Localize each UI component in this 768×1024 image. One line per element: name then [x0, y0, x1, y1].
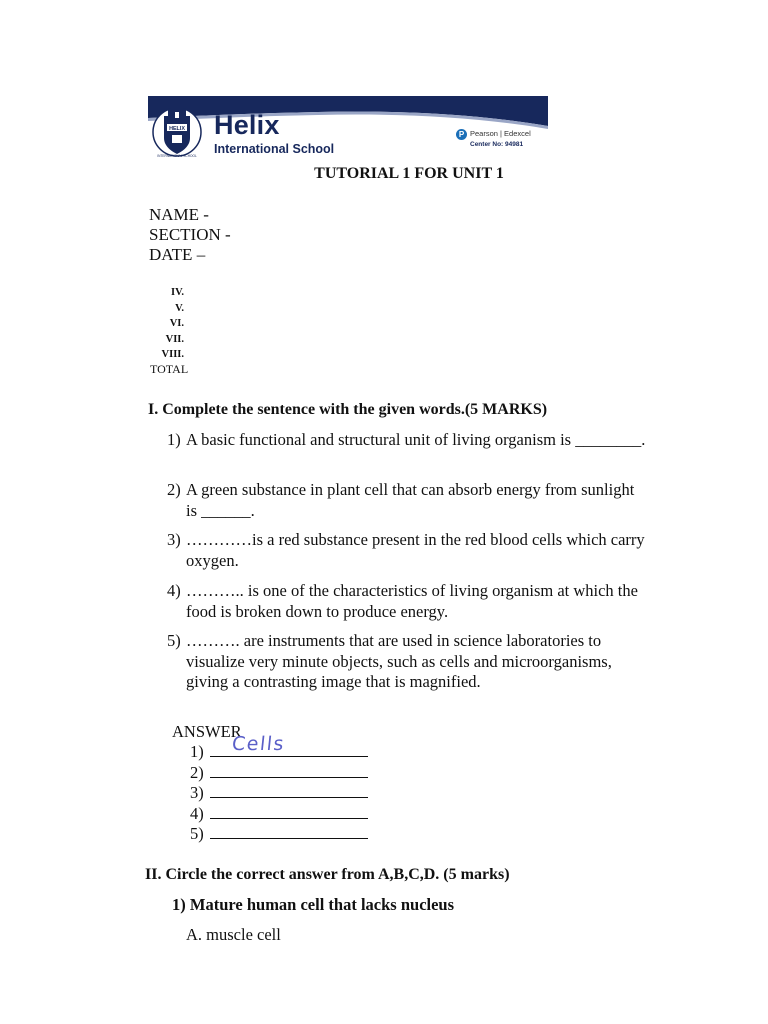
total-label: TOTAL [150, 362, 189, 376]
score-row-label: IV. [171, 287, 184, 298]
question-text: ………. are instruments that are used in science laboratories to visualize very minute objects, such as cells and microorganisms, giving a contrasting image that is magnified. [186, 631, 612, 691]
question-number: 1) [167, 430, 181, 449]
section-2-heading: II. Circle the correct answer from A,B,C,D. (5 marks) [145, 866, 510, 883]
score-row-label: V. [175, 303, 184, 314]
question-item [167, 631, 647, 693]
answer-row [190, 783, 368, 803]
section-field-label: SECTION - [149, 225, 231, 244]
answer-blank[interactable] [210, 804, 368, 819]
center-number: Center No: 94981 [470, 141, 524, 148]
question-number: 5) [167, 631, 181, 650]
question-item [167, 480, 647, 521]
school-header-banner [148, 96, 548, 160]
board-name: Pearson | Edexcel [470, 129, 531, 138]
score-row-label: VIII. [161, 349, 184, 360]
question-text: A basic functional and structural unit of living organism is ________. [186, 430, 646, 449]
school-subtitle: International School [214, 142, 335, 156]
question-text: …………is a red substance present in the red blood cells which carry oxygen. [186, 530, 645, 570]
question-text: A green substance in plant cell that can absorb energy from sunlight is ______. [186, 480, 635, 520]
question-item [167, 581, 647, 622]
pearson-badge [456, 128, 544, 152]
answer-blank[interactable] [210, 824, 368, 839]
crest-text: HELIX [169, 125, 185, 132]
question-text: ……….. is one of the characteristics of living organism at which the food is broken down to produce energy. [186, 581, 638, 621]
answer-label: ANSWER [172, 722, 242, 741]
question-number: 3) [167, 530, 181, 549]
answer-number: 3) [190, 783, 204, 802]
pearson-logo-icon: P [456, 129, 467, 140]
name-field-label: NAME - [149, 205, 209, 224]
question-number: 2) [167, 480, 181, 499]
answer-blank[interactable] [210, 783, 368, 798]
option-a[interactable]: A. muscle cell [186, 925, 281, 944]
school-crest-icon [150, 102, 204, 158]
question-item [167, 430, 647, 451]
section-2-question: 1) Mature human cell that lacks nucleus [172, 895, 455, 914]
answer-number: 1) [190, 742, 204, 761]
date-field-label: DATE – [149, 245, 206, 264]
score-row-label: VII. [165, 334, 184, 345]
page-title: TUTORIAL 1 FOR UNIT 1 [314, 165, 504, 182]
answer-number: 2) [190, 763, 204, 782]
answer-number: 4) [190, 804, 204, 823]
handwritten-answer: Cells [230, 733, 287, 755]
answer-row [190, 733, 368, 762]
answer-number: 5) [190, 824, 204, 843]
section-1-heading: I. Complete the sentence with the given words.(5 MARKS) [148, 401, 548, 418]
answer-blank[interactable] [210, 763, 368, 778]
crest-arc-text: INTERNATIONAL SCHOOL [157, 154, 197, 158]
question-item [167, 530, 647, 571]
score-row-label: VI. [169, 318, 184, 329]
question-number: 4) [167, 581, 181, 600]
answer-row [190, 763, 368, 783]
answer-blank[interactable] [210, 733, 368, 757]
school-name: Helix [214, 110, 280, 140]
answer-row [190, 804, 368, 824]
answer-row [190, 824, 368, 844]
